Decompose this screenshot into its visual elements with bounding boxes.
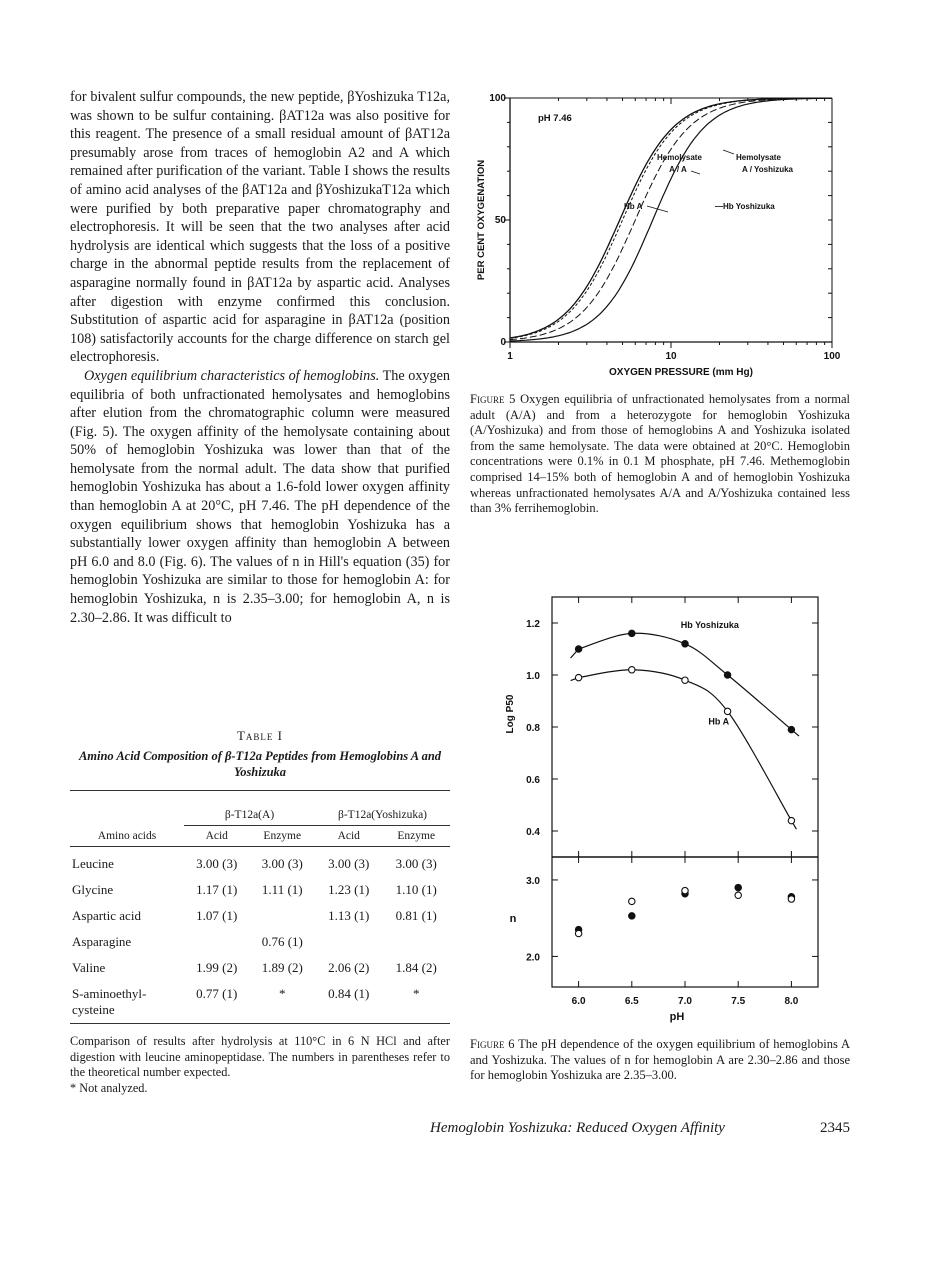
table-row [70,981,450,1024]
leader-line [647,206,668,212]
cell-y-acid: 1.13 (1) [328,908,370,923]
cell-amino-acid: Leucine [72,856,114,871]
cell-y-enzyme: 1.10 (1) [395,882,437,897]
data-point [724,672,730,678]
body-paragraph-2-text: The oxygen equilibria of both unfractionated hemolysates and hemoglobins after elution from the chromatographic column were measured (Fig. 5). The oxygen affinity of the hemolysate containing about 50% of hemoglobin Yoshizuka was lower than that of the hemolysate from the normal adult. The data show that purified hemoglobin Yoshizuka has about a 1.6-fold lower oxygen affinity than hemoglobin A at 20°C, pH 7.46. The pH dependence of the oxygen equilibrium shows that hemoglobin Yoshizuka has a substantially lower oxygen affinity than hemoglobin A between pH 6.0 and 8.0 (Fig. 6). The values of n in Hill's equation (35) for hemoglobin Yoshizuka are similar to those for hemoglobin A: for hemoglobin Yoshizuka, n is 2.35–3.00; for hemoglobin A, n is 2.30–2.86. It was difficult to [70,367,450,626]
data-point [788,817,794,823]
data-point [629,898,635,904]
cell-a-enzyme: * [250,981,316,1024]
data-point [575,930,581,936]
series-label-hemolysate-aa: Hemolysate [657,153,702,162]
cell-y-enzyme: * [382,981,450,1024]
top-curve-1 [571,670,797,829]
y-tick-label: 1.2 [526,619,540,630]
figure-6-chart [470,585,860,1035]
cell-a-enzyme: 0.76 (1) [261,934,303,949]
series-label-hb-a: Hb A [624,202,643,211]
leader-line [691,171,700,174]
data-point [575,674,581,680]
x-tick-label: 6.0 [571,996,586,1007]
table-label: Table I [236,728,284,743]
table-caption: Amino Acid Composition of β-T12a Peptides from Hemoglobins A and Yoshizuka [78,749,442,779]
x-tick-label: 100 [823,351,841,362]
y-tick-label: 50 [494,215,506,226]
y-tick-label: 3.0 [526,875,540,887]
col-y-enzyme: Enzyme [397,830,436,842]
cell-a-acid: 0.77 (1) [184,981,250,1024]
cell-y-enzyme: 0.81 (1) [395,908,437,923]
table-row [70,955,450,981]
col-amino-acids: Amino acids [97,829,157,842]
data-point [788,896,794,902]
table-1 [70,728,450,1096]
y-tick-label: 1.0 [526,671,540,682]
cell-a-enzyme: 1.11 (1) [261,882,303,897]
y-tick-label: 0 [500,337,506,348]
x-tick-label: 7.5 [731,996,746,1007]
left-column [70,88,450,627]
cell-a-enzyme [250,903,316,929]
cell-a-enzyme: 3.00 (3) [261,856,303,871]
cell-amino-acid: Aspartic acid [72,908,141,923]
page-number: 2345 [820,1120,850,1136]
y-tick-label: 0.8 [526,723,540,734]
top-curve-0 [571,633,799,736]
body-paragraph-2 [70,367,450,627]
cell-y-enzyme [382,929,450,955]
data-point [735,884,741,890]
figure-5-label: Figure 5 [470,392,516,406]
series-label-hb-yoshizuka: Hb Yoshizuka [680,620,739,631]
ph-annotation: pH 7.46 [538,113,572,124]
cell-a-acid [184,929,250,955]
figure-5-caption-text: Oxygen equilibria of unfractionated hemolysates from a normal adult (A/A) and from a heterozygote for hemoglobin Yoshizuka (A/Yoshizuka) and from those of hemoglobins A and Yoshizuka isolated from the same hemolysate. The data were obtained at 20°C. Hemoglobin concentrations were 0.1% in 0.1 M phosphate, pH 7.46. Methemoglobin comprised 14–15% both of hemoglobin A and of hemoglobin Yoshizuka whereas unfractionated hemolysates A/A and A/Yoshizuka contained less than 3% ferrihemoglobin. [470,392,850,516]
page-footer [430,1120,850,1137]
col-y-acid: Acid [337,830,360,842]
cell-y-enzyme: 1.84 (2) [395,960,437,975]
data-point [682,641,688,647]
cell-amino-acid: S-aminoethyl-cysteine [70,981,184,1024]
cell-a-acid: 3.00 (3) [196,856,238,871]
data-point [629,913,635,919]
data-point [629,630,635,636]
table-row [70,851,450,877]
data-point [735,892,741,898]
section-subtitle: Oxygen equilibrium characteristics of hemoglobins. [84,367,380,384]
group-header-yoshizuka: β-T12a(Yoshizuka) [315,791,450,826]
cell-y-acid [315,929,382,955]
series-label-hb-yoshizuka: —Hb Yoshizuka [715,202,775,211]
amino-acid-table [70,790,450,1024]
figure-6-caption [470,1037,850,1084]
group-header-a: β-T12a(A) [184,791,315,826]
series-line-1 [510,98,832,338]
col-a-enzyme: Enzyme [263,830,302,842]
series-label-hemolysate-ay: Hemolysate [736,153,781,162]
series-line-2 [510,98,832,340]
cell-y-acid: 3.00 (3) [328,856,370,871]
figure-5-chart [470,88,860,388]
table-notes [70,1034,450,1096]
plot-frame [552,597,818,987]
figure-6-caption-text: The pH dependence of the oxygen equilibrium of hemoglobins A and Yoshizuka. The values of n for hemoglobin A are 2.30–2.86 and those for hemoglobin Yoshizuka are 2.35–3.00. [470,1037,850,1083]
running-title: Hemoglobin Yoshizuka: Reduced Oxygen Affinity [430,1120,725,1136]
x-tick-label: 7.0 [678,996,692,1007]
data-point [724,708,730,714]
cell-y-acid: 0.84 (1) [315,981,382,1024]
series-line-0 [510,98,832,338]
series-label-hemolysate-aa-2: A / A [669,165,687,174]
cell-a-acid: 1.99 (2) [196,960,238,975]
x-tick-label: 6.5 [624,996,639,1007]
table-row [70,877,450,903]
y-tick-label: 0.4 [526,827,540,838]
cell-y-acid: 1.23 (1) [328,882,370,897]
series-label-hb-a: Hb A [708,716,730,727]
table-note-2: * Not analyzed. [70,1080,148,1095]
col-a-acid: Acid [205,830,228,842]
cell-amino-acid: Asparagine [72,934,132,949]
x-axis-label: OXYGEN PRESSURE (mm Hg) [609,367,753,378]
y-tick-label: 0.6 [526,775,540,786]
data-point [682,677,688,683]
series-label-hemolysate-ay-2: A / Yoshizuka [742,165,793,174]
x-tick-label: 1 [507,351,513,362]
figure-6-label: Figure 6 [470,1037,515,1051]
y-axis-label-n: n [509,913,517,926]
cell-amino-acid: Valine [72,960,106,975]
leader-line [723,150,734,154]
figure-5-caption [470,392,850,517]
body-paragraph-1: for bivalent sulfur compounds, the new peptide, βYoshizuka T12a, was shown to be sulfur containing. βAT12a was also positive for this reagent. The presence of a small residual amount of βAT12a presumably arose from traces of hemoglobin A2 and A which remained after purification of the variant. Table I shows the results of amino acid analyses of the βAT12a and βYoshizukaT12a which were purified by both preparative paper chromatography and electrophoresis. It will be seen that the two analyses after acid hydrolysis are identical which suggests that the loss of a positive charge in the abnormal peptide results from the replacement of asparagine normally found in βAT12a by aspartic acid. Analyses after digestion with enzyme confirmed this conclusion. Substitution of aspartic acid for asparagine in βAT12a (position 108) satisfactorily accounts for the charge difference on starch gel electrophoresis. [70,89,450,366]
table-note-1: Comparison of results after hydrolysis at 110°C in 6 N HCl and after digestion with leucine aminopeptidase. The numbers in parentheses refer to the theoretical number expected. [70,1034,450,1079]
y-axis-label-log-p50: Log P50 [505,694,516,734]
cell-a-enzyme: 1.89 (2) [261,960,303,975]
data-point [629,667,635,673]
cell-a-acid: 1.07 (1) [196,908,238,923]
y-tick-label: 2.0 [526,952,540,964]
series-line-3 [510,98,832,341]
table-row [70,903,450,929]
x-tick-label: 8.0 [784,996,799,1007]
x-tick-label: 10 [665,351,677,362]
y-tick-label: 100 [489,93,506,104]
table-row [70,929,450,955]
cell-y-acid: 2.06 (2) [328,960,370,975]
data-point [682,887,688,893]
cell-amino-acid: Glycine [72,882,114,897]
y-axis-label: PER CENT OXYGENATION [476,159,487,281]
cell-y-enzyme: 3.00 (3) [395,856,437,871]
data-point [788,726,794,732]
data-point [575,646,581,652]
cell-a-acid: 1.17 (1) [196,882,238,897]
x-axis-label: pH [669,1011,685,1023]
